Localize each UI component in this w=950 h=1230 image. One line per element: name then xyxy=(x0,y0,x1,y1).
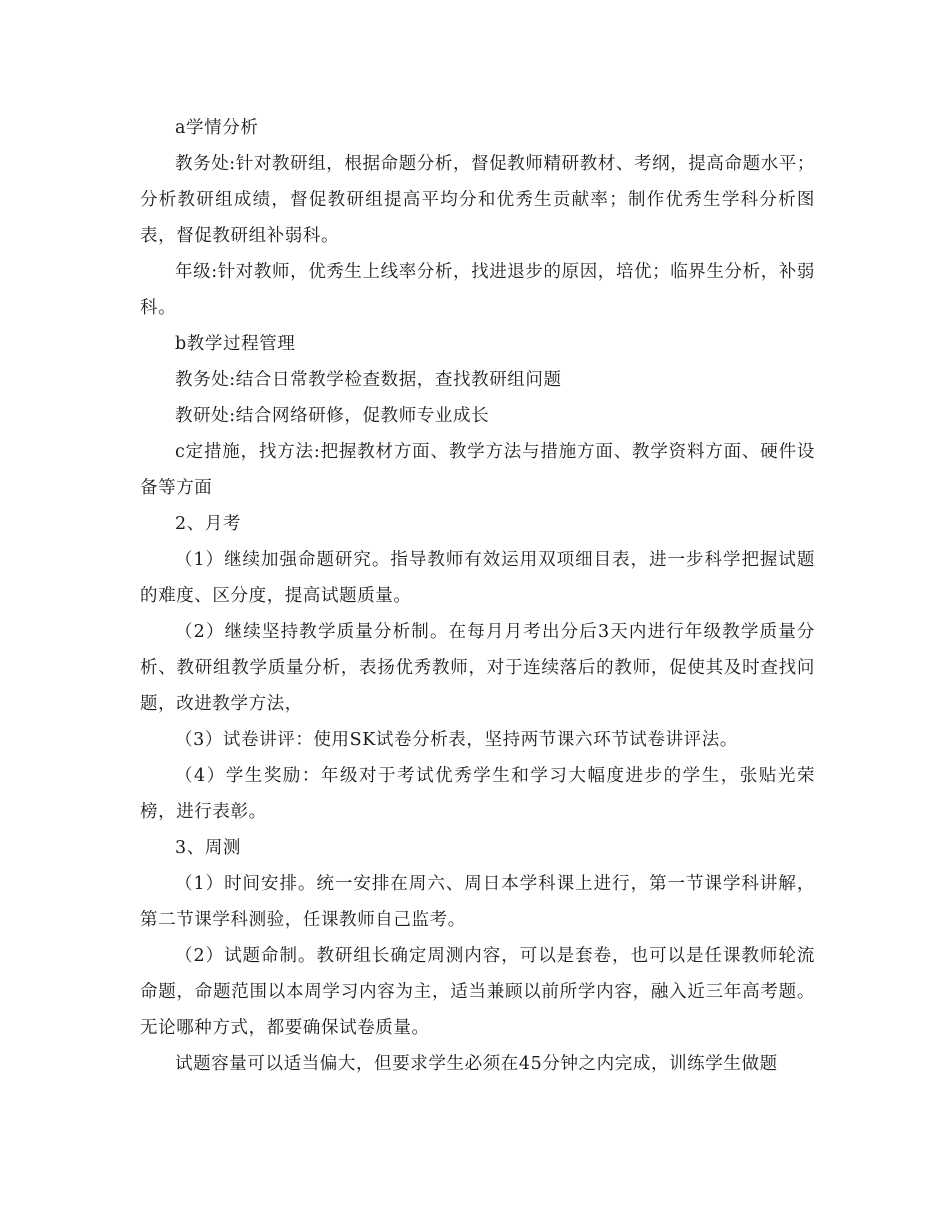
paragraph-weekly-item-1: （1）时间安排。统一安排在周六、周日本学科课上进行，第一节课学科讲解，第二节课学科测验，任课教师自己监考。 xyxy=(140,874,815,930)
paragraph-academic-affairs-analysis: 教务处:针对教研组，根据命题分析，督促教师精研教材、考纲，提高命题水平；分析教研组成绩，督促教研组提高平均分和优秀生贡献率；制作优秀生学科分析图表，督促教研组补弱科。 xyxy=(140,154,815,246)
paragraph-b-heading: b教学过程管理 xyxy=(175,334,296,354)
paragraph-grade-analysis: 年级:针对教师，优秀生上线率分析，找进退步的原因，培优；临界生分析，补弱科。 xyxy=(140,262,815,318)
paragraph-monthly-item-3: （3）试卷讲评：使用SK试卷分析表，坚持两节课六环节试卷讲评法。 xyxy=(175,730,738,750)
paragraph-weekly-item-2: （2）试题命制。教研组长确定周测内容，可以是套卷，也可以是任课教师轮流命题，命题范围以本周学习内容为主，适当兼顾以前所学内容，融入近三年高考题。无论哪种方式，都要确保试卷质量。 xyxy=(140,946,815,1038)
paragraph-monthly-item-2: （2）继续坚持教学质量分析制。在每月月考出分后3天内进行年级教学质量分析、教研组教学质量分析，表扬优秀教师，对于连续落后的教师，促使其及时查找问题，改进教学方法， xyxy=(140,622,815,714)
section-heading-monthly-exam: 2、月考 xyxy=(175,514,242,534)
section-heading-weekly-test: 3、周测 xyxy=(175,838,242,858)
paragraph-monthly-item-1: （1）继续加强命题研究。指导教师有效运用双项细目表，进一步科学把握试题的难度、区分度，提高试题质量。 xyxy=(140,550,815,606)
paragraph-a-heading: a学情分析 xyxy=(175,118,259,138)
paragraph-c-measures: c定措施，找方法:把握教材方面、教学方法与措施方面、教学资料方面、硬件设备等方面 xyxy=(140,442,815,498)
paragraph-research-office: 教研处:结合网络研修，促教师专业成长 xyxy=(175,406,490,426)
document-page xyxy=(140,110,815,1082)
paragraph-monthly-item-4: （4）学生奖励：年级对于考试优秀学生和学习大幅度进步的学生，张贴光荣榜，进行表彰。 xyxy=(140,766,815,822)
paragraph-academic-affairs-process: 教务处:结合日常教学检查数据，查找教研组问题 xyxy=(175,370,562,390)
paragraph-test-capacity: 试题容量可以适当偏大，但要求学生必须在45分钟之内完成，训练学生做题 xyxy=(175,1054,778,1074)
